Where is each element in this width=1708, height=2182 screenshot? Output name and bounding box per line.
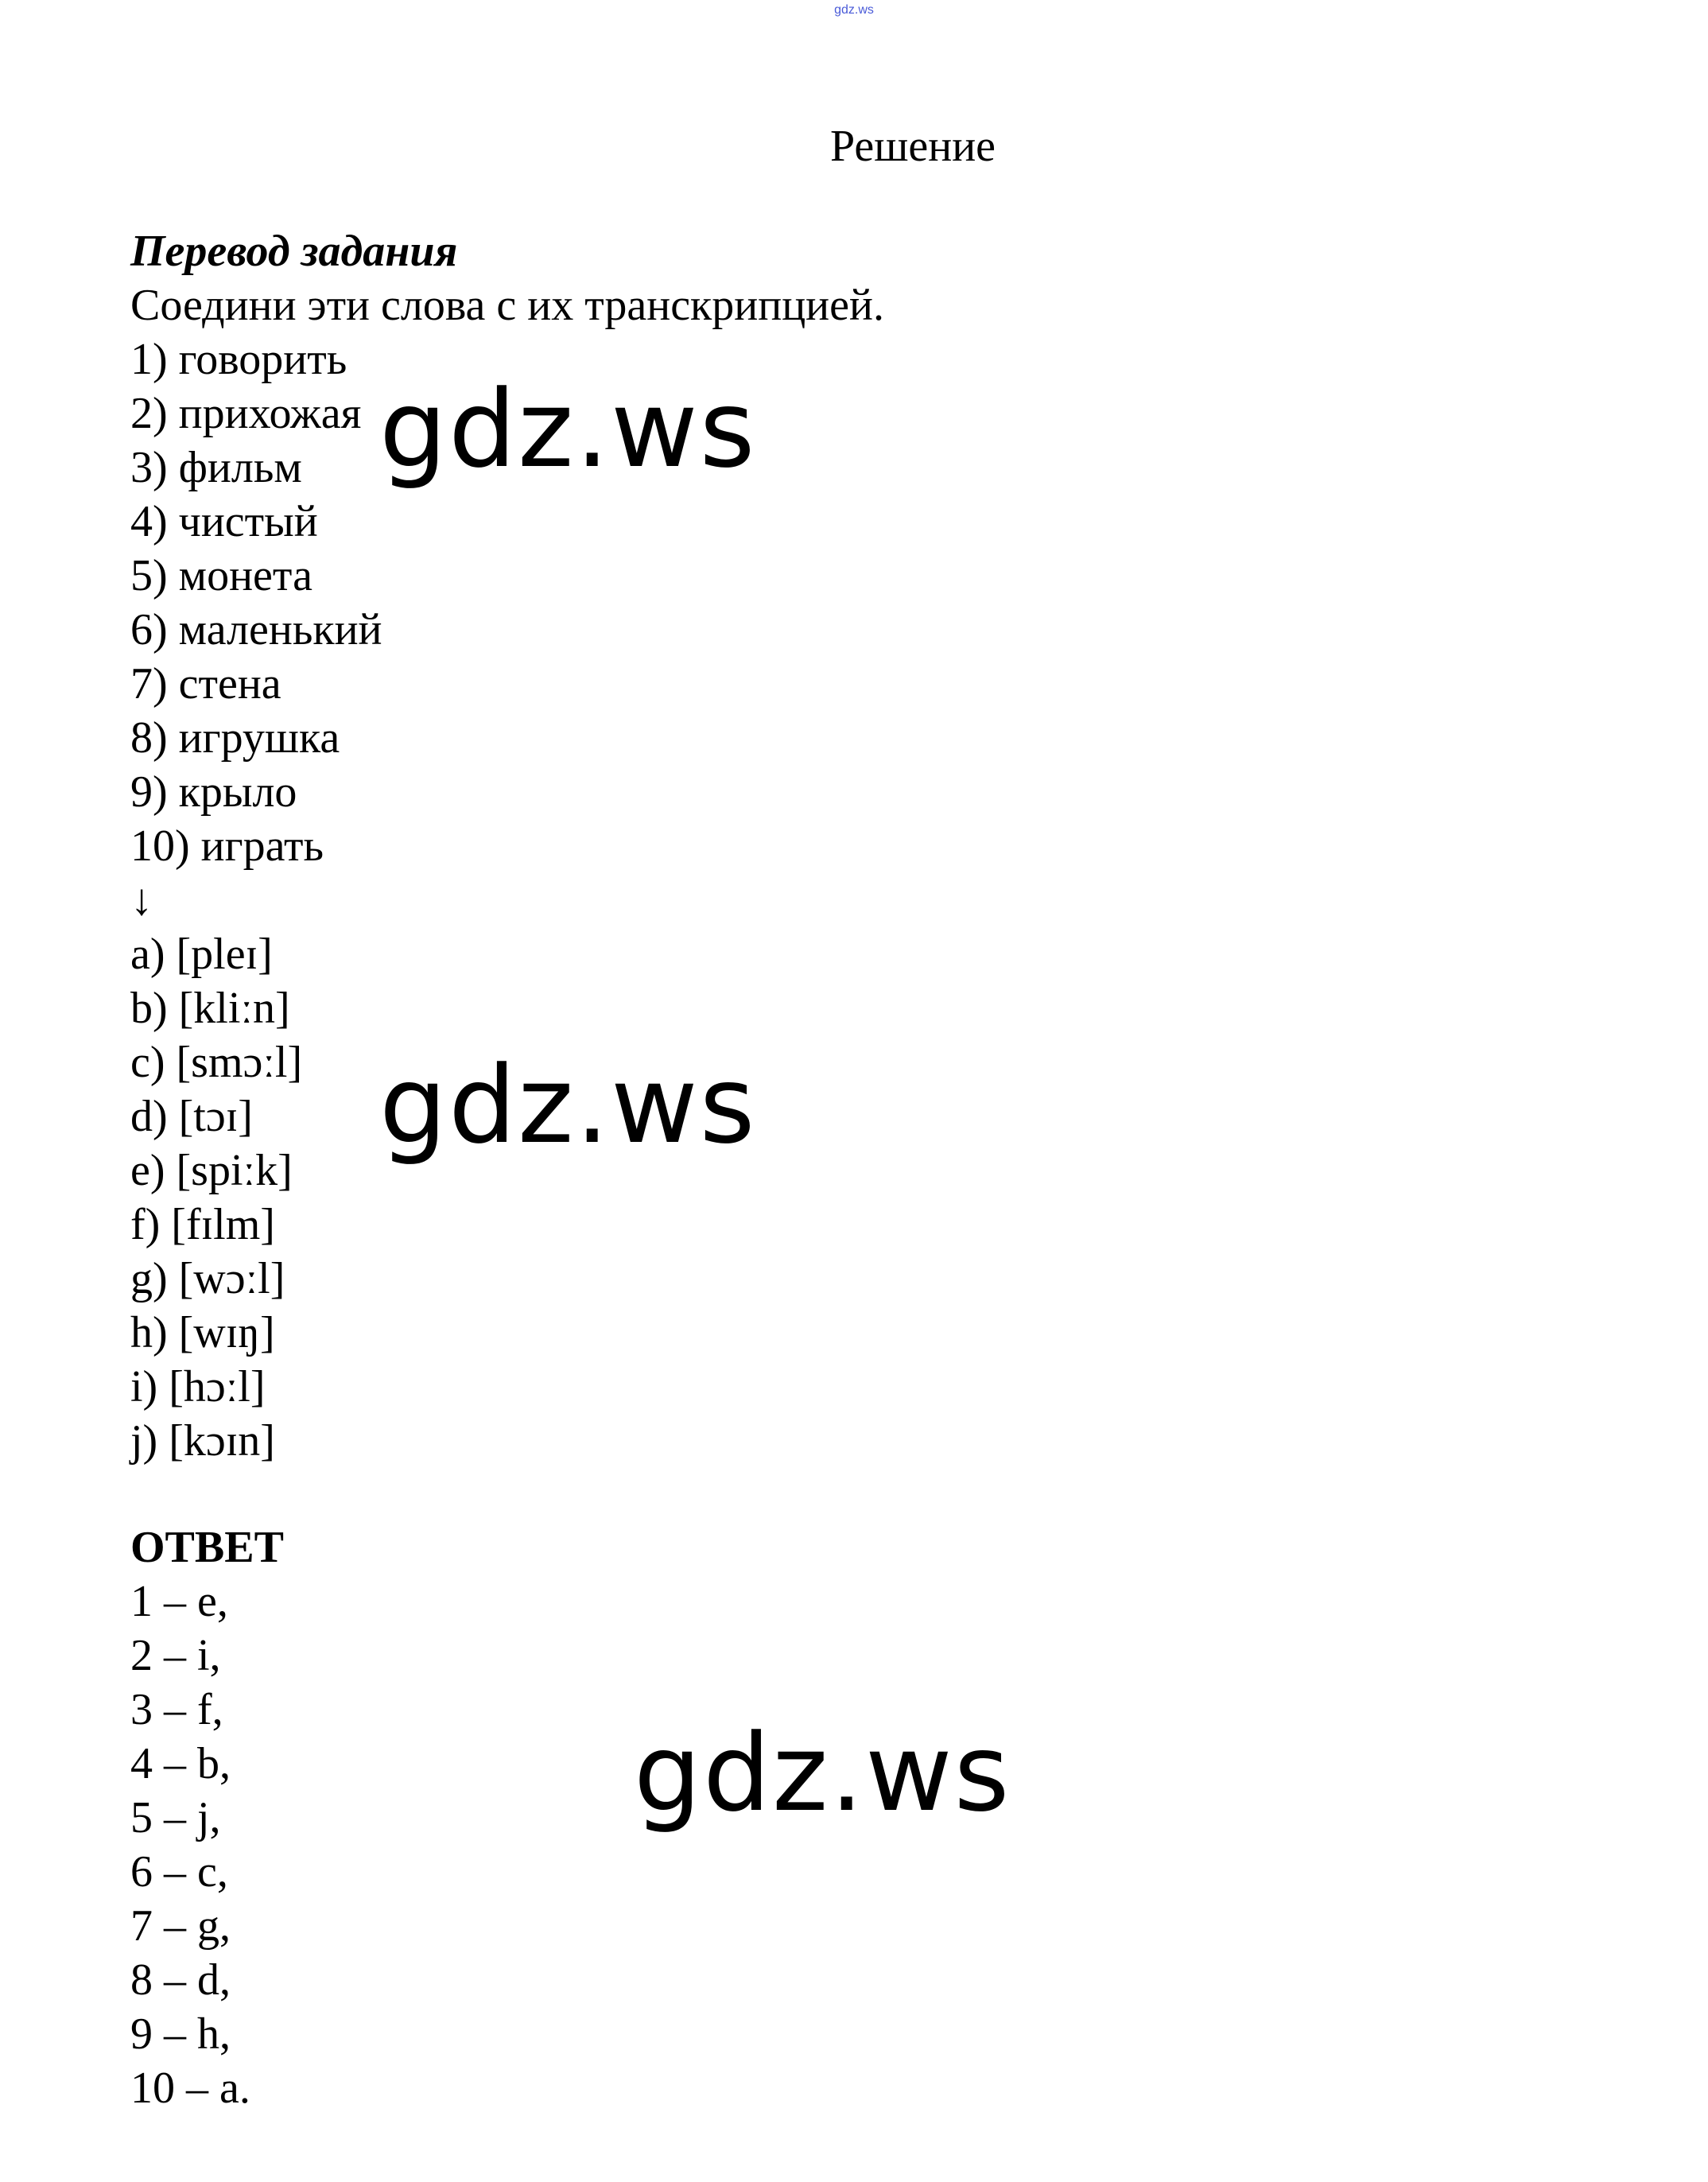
task-instruction: Соедини эти слова с их транскрипцией. — [130, 281, 884, 330]
page-title: Решение — [829, 122, 996, 171]
answer-heading: ОТВЕТ — [130, 1523, 284, 1572]
word-item: 8) игрушка — [130, 713, 340, 763]
transcription-item: d) [tɔɪ] — [130, 1092, 253, 1141]
answer-item: 9 – h, — [130, 2009, 231, 2059]
watermark-logo: gdz.ws — [379, 367, 757, 491]
word-item: 7) стена — [130, 659, 281, 709]
transcription-item: a) [pleɪ] — [130, 930, 273, 979]
word-item: 4) чистый — [130, 497, 318, 546]
transcription-item: e) [spiːk] — [130, 1146, 293, 1195]
answer-item: 1 – e, — [130, 1577, 228, 1626]
transcription-item: f) [fɪlm] — [130, 1200, 275, 1249]
answer-item: 3 – f, — [130, 1685, 223, 1734]
top-watermark-text: gdz.ws — [834, 3, 874, 17]
transcription-item: g) [wɔːl] — [130, 1254, 285, 1303]
word-item: 9) крыло — [130, 767, 297, 817]
answer-item: 10 – a. — [130, 2064, 250, 2113]
transcription-item: c) [smɔːl] — [130, 1038, 303, 1087]
down-arrow-icon: ↓ — [130, 876, 153, 925]
transcription-item: h) [wɪŋ] — [130, 1308, 275, 1357]
word-item: 1) говорить — [130, 335, 347, 384]
transcription-item: b) [kliːn] — [130, 984, 290, 1033]
word-item: 3) фильм — [130, 443, 302, 492]
answer-item: 6 – c, — [130, 1847, 228, 1897]
transcription-item: i) [hɔːl] — [130, 1362, 266, 1411]
answer-item: 5 – j, — [130, 1793, 221, 1842]
answer-item: 2 – i, — [130, 1631, 221, 1680]
answer-list — [130, 1574, 1641, 2115]
word-item: 2) прихожая — [130, 389, 362, 438]
section-gap — [130, 1468, 1641, 1520]
watermark-logo: gdz.ws — [379, 1043, 757, 1167]
transcription-list — [130, 927, 1641, 1468]
word-item: 5) монета — [130, 551, 312, 600]
answer-item: 4 – b, — [130, 1739, 231, 1788]
transcription-item: j) [kɔɪn] — [130, 1416, 275, 1466]
word-list — [130, 332, 1641, 873]
answer-item: 8 – d, — [130, 1955, 231, 2005]
word-item: 10) играть — [130, 821, 324, 871]
task-heading: Перевод задания — [130, 227, 458, 276]
word-item: 6) маленький — [130, 605, 382, 654]
answer-item: 7 – g, — [130, 1901, 231, 1951]
watermark-logo: gdz.ws — [634, 1711, 1011, 1835]
